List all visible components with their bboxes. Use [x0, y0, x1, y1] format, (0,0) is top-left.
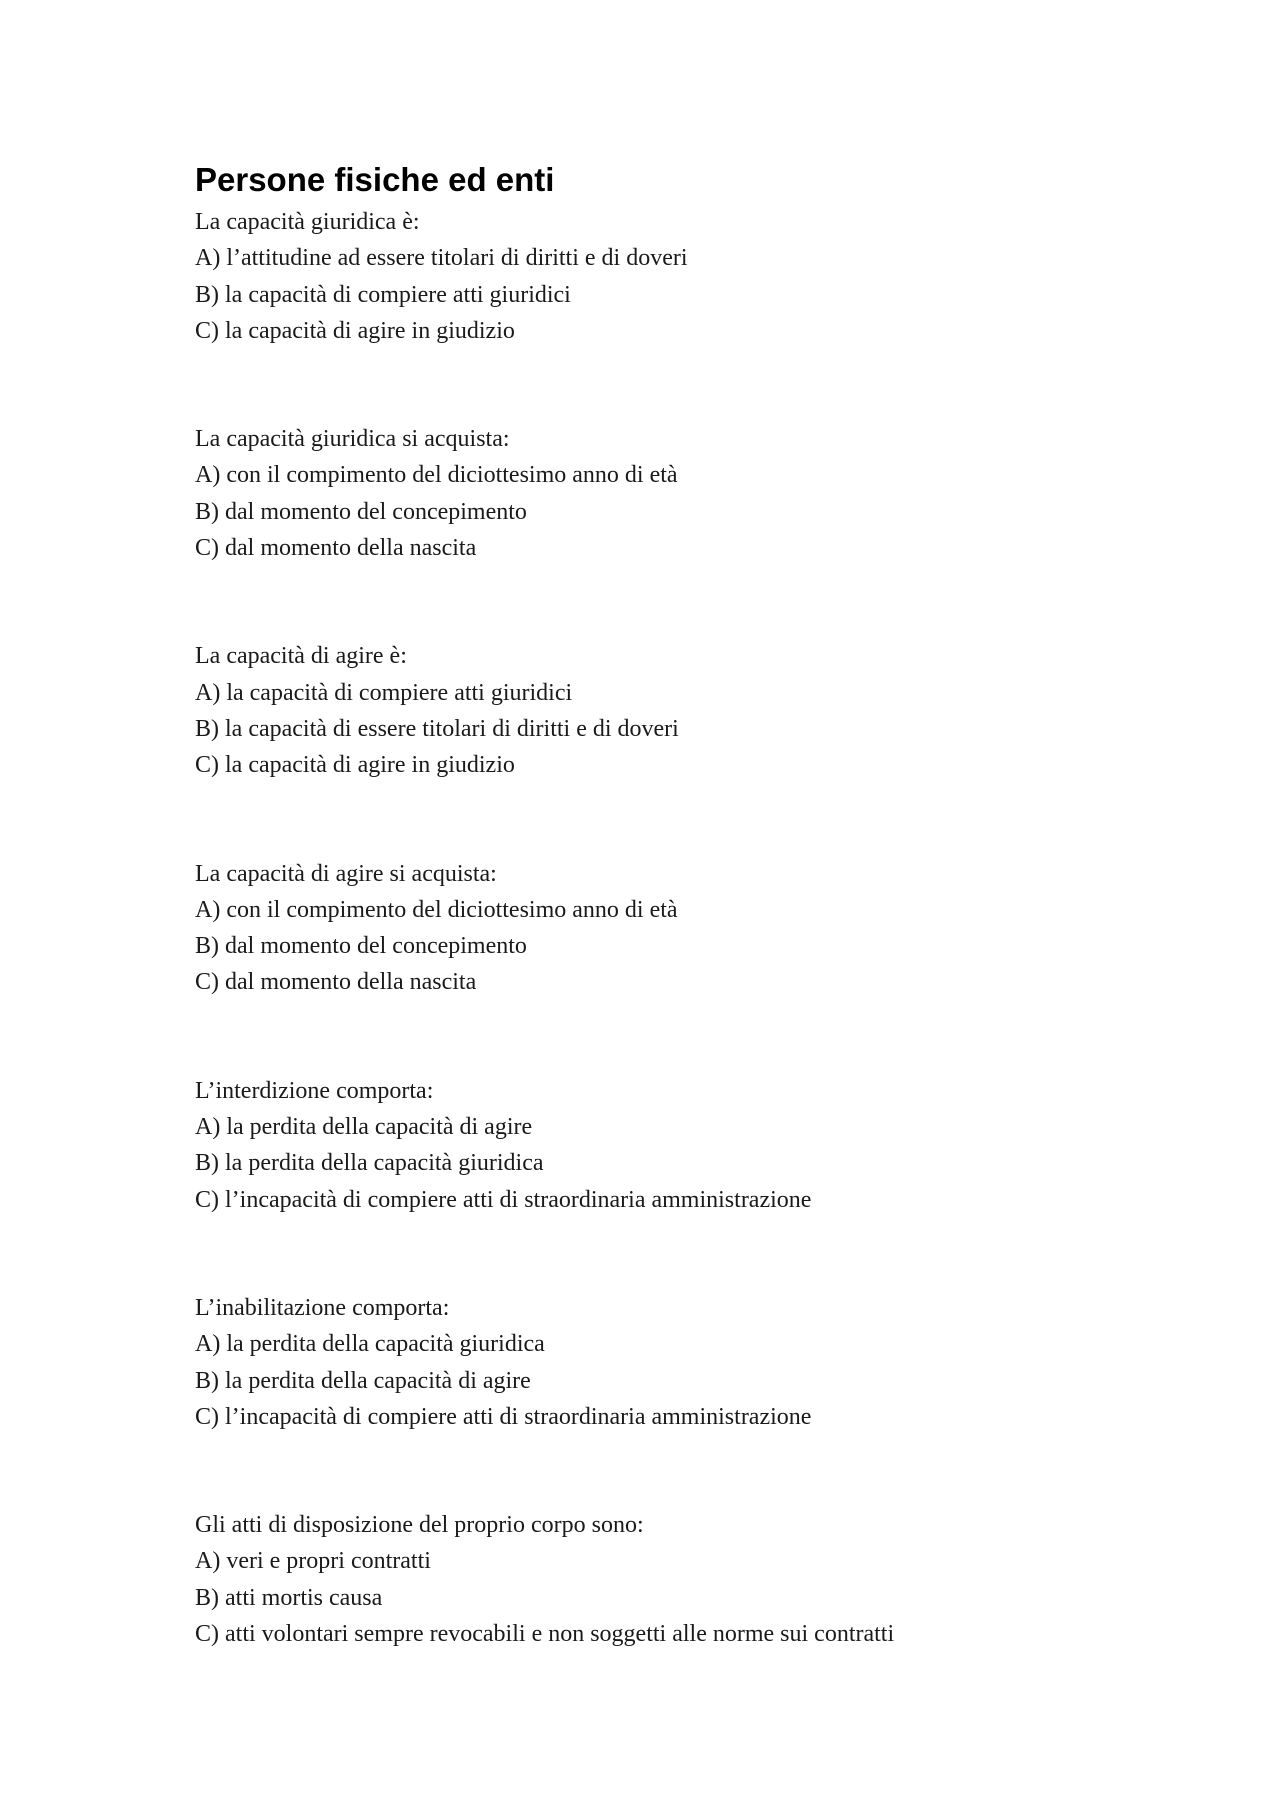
question-block: [195, 421, 1195, 566]
question-block: [195, 856, 1195, 1001]
answer-option-a: A) con il compimento del diciottesimo anno di età: [195, 896, 678, 923]
answer-option-a: A) la capacità di compiere atti giuridici: [195, 679, 573, 706]
answer-option-b: B) la perdita della capacità di agire: [195, 1367, 531, 1394]
question-block: [195, 1507, 1195, 1652]
answer-option-c: C) la capacità di agire in giudizio: [195, 752, 515, 779]
answer-option-c: C) dal momento della nascita: [195, 969, 477, 996]
question-block: [195, 638, 1195, 783]
answer-option-b: B) atti mortis causa: [195, 1584, 383, 1611]
answer-option-b: B) la capacità di compiere atti giuridici: [195, 281, 571, 308]
document-content: [195, 160, 1195, 1724]
answer-option-c: C) dal momento della nascita: [195, 535, 477, 562]
question-prompt: La capacità di agire si acquista:: [195, 860, 497, 887]
answer-option-c: C) la capacità di agire in giudizio: [195, 317, 515, 344]
question-block: [195, 204, 1195, 349]
question-block: [195, 1290, 1195, 1435]
question-prompt: La capacità di agire è:: [195, 643, 407, 670]
question-block: [195, 1073, 1195, 1218]
answer-option-c: C) l’incapacità di compiere atti di straordinaria amministrazione: [195, 1403, 812, 1430]
question-prompt: L’inabilitazione comporta:: [195, 1294, 450, 1321]
answer-option-a: A) la perdita della capacità di agire: [195, 1114, 533, 1141]
answer-option-a: A) con il compimento del diciottesimo anno di età: [195, 462, 678, 489]
answer-option-b: B) dal momento del concepimento: [195, 498, 527, 525]
answer-option-b: B) la perdita della capacità giuridica: [195, 1150, 544, 1177]
page-title: Persone fisiche ed enti: [195, 161, 555, 198]
answer-option-c: C) l’incapacità di compiere atti di straordinaria amministrazione: [195, 1186, 812, 1213]
question-prompt: La capacità giuridica è:: [195, 209, 420, 235]
answer-option-a: A) la perdita della capacità giuridica: [195, 1331, 545, 1358]
answer-option-b: B) dal momento del concepimento: [195, 933, 527, 960]
answer-option-c: C) atti volontari sempre revocabili e non soggetti alle norme sui contratti: [195, 1621, 895, 1648]
answer-option-a: A) veri e propri contratti: [195, 1548, 431, 1575]
question-prompt: Gli atti di disposizione del proprio corpo sono:: [195, 1512, 644, 1539]
question-prompt: L’interdizione comporta:: [195, 1077, 434, 1104]
answer-option-a: A) l’attitudine ad essere titolari di diritti e di doveri: [195, 245, 688, 272]
question-prompt: La capacità giuridica si acquista:: [195, 426, 510, 453]
answer-option-b: B) la capacità di essere titolari di diritti e di doveri: [195, 715, 679, 742]
